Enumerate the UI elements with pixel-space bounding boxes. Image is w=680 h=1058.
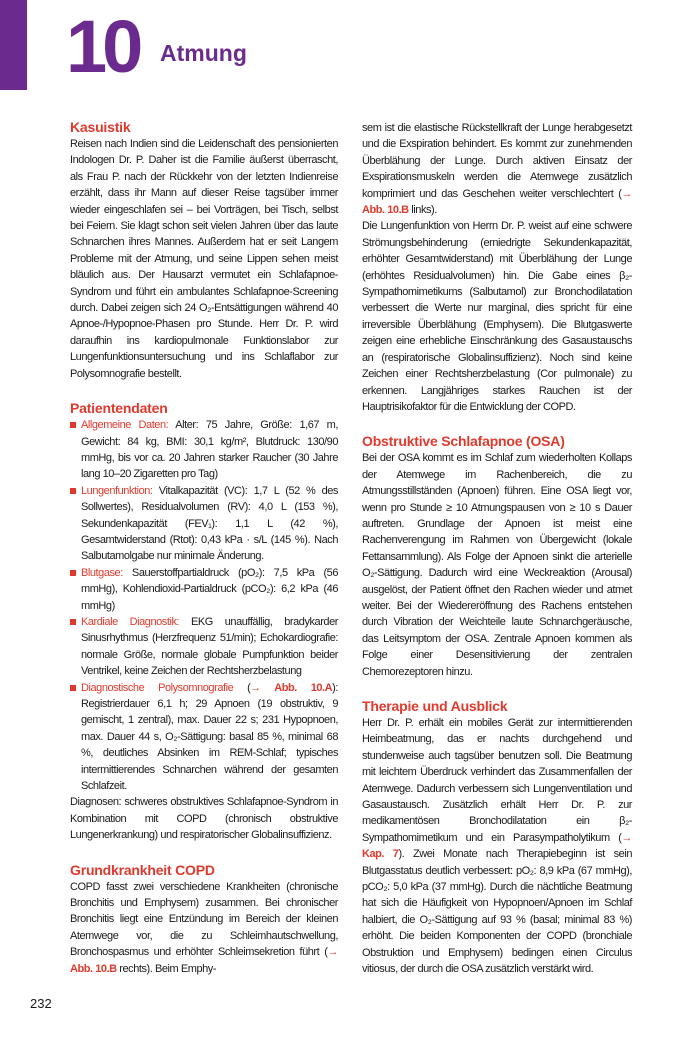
copd-cont-a: sem ist die elastische Rückstellkraft der Lunge herabgesetzt und die Exspiration behindert. Es kommt zur zunehmenden Überblähung der Lunge. Durch aktiven Einsatz der Exspirationsmuskeln werden die Atemwege zusätzlich komprimiert und das Geschehen weiter verschlechtert ( <box>362 122 632 200</box>
chapter-reference-link[interactable]: → Kap. 7 <box>362 831 632 861</box>
item-text: Alter: 75 Jahre, Größe: 1,67 m, Gewicht: 84 kg, BMI: 30,1 kg/m², Blutdruck: 130/90 mmHg, bis vor ca. 20 Jahren starker Raucher (30 Jahre lang 10–20 Zigaretten pro Tag) <box>81 419 338 481</box>
chapter-title: Atmung <box>160 40 247 66</box>
list-item <box>70 483 338 565</box>
list-item <box>70 680 338 795</box>
patientendaten-list <box>70 417 338 794</box>
item-label: Kardiale Diagnostik: <box>81 615 180 628</box>
item-text-pre: ( <box>233 681 251 694</box>
kasuistik-text: Reisen nach Indien sind die Leidenschaft des pensionierten Indologen Dr. P. Daher ist die Familie äußerst überrascht, als Frau P. nach der Rückkehr von der letzten Indienreise erzählt, dass ihr Mann auf dieser Reise tagsüber immer wieder eingeschlafen sei – bei Vorträgen, bei Tisch, selbst bei Feiern. Sie klagt schon seit vielen Jahren über das laute Schnarchen ihres Mannes. Außerdem hat er seit Langem Probleme mit der Atmung, und seine Lippen sehen meist bläulich aus. Der Hausarzt vermutet ein Schlafapnoe-Syndrom und führt ein ambulantes Schlafapnoe-Screening durch. Dabei zeigen sich 24 O₂-Entsättigungen während 40 Apnoe-/Hypopnoe-Phasen pro Stunde. Herr Dr. P. wird daraufhin ins kardiopulmonale Funktionslabor zur Lungenfunktionsuntersuchung und ins Schlaflabor zur Polysomnografie bestellt. <box>70 138 338 380</box>
diagnose-text: Diagnosen: schweres obstruktives Schlafapnoe-Syndrom in Kombination mit COPD (chronisch obstruktive Lungenerkrankung) und respiratorischer Globalinsuffizienz. <box>70 796 338 842</box>
heading-kasuistik: Kasuistik <box>70 119 131 135</box>
heading-therapie: Therapie und Ausblick <box>362 698 508 714</box>
list-item <box>70 614 338 680</box>
osa-text: Bei der OSA kommt es im Schlaf zum wiederholten Kollaps der Atemwege im Rachenbereich, die zu Atmungsstillständen (Apnoen) führen. Eine OSA liegt vor, wenn pro Stunde ≥ 10 Atmungspausen von ≥ 10 s Dauer auftreten. Grundlage der Apnoen ist meist eine Rachenverengung im Rahmen von Übergewicht (lokale Fettansammlung). Als Folge der Apnoen sinkt die arterielle O₂-Sättigung. Dadurch wird eine Weckreaktion (Arousal) ausgelöst, der Patient öffnet den Rachen wieder und atmet weiter. Bei der Wiedereröffnung des Rachens entstehen durch Vibration der Weichteile laute Schnarchgeräusche, das Leitsymptom der OSA. Zentrale Apnoen kommen als Folge einer Desensitivierung der zentralen Chemorezeptoren hinzu. <box>362 452 632 678</box>
heading-osa: Obstruktive Schlafapnoe (OSA) <box>362 433 565 450</box>
list-item <box>70 417 338 483</box>
copd-text <box>70 879 338 977</box>
copd-continued-text <box>362 120 632 218</box>
item-label: Allgemeine Daten: <box>81 419 169 432</box>
therapie-text-a: Herr Dr. P. erhält ein mobiles Gerät zur intermittierenden Heimbeatmung, das er nachts durchgehend und stundenweise auch tagsüber benutzen soll. Die Beatmung mit leichtem Überdruck verhindert das Zusammenfallen der Atemwege. Dadurch verbessern sich Lungenventilation und Gasaustausch. Zusätzlich erhält Herr Dr. P. zur medikamentösen Bronchodilatation ein β₂-Sympathomimetikum und ein Parasympatholytikum ( <box>362 717 632 844</box>
right-column <box>362 120 632 978</box>
chapter-number: 10 <box>66 5 139 88</box>
left-column <box>70 118 338 977</box>
copd-cont-b: links). <box>408 204 437 217</box>
item-text: EKG unauffällig, bradykarder Sinusrhythmus (Herzfrequenz 51/min); Echokardiografie: normale Größe, normale globale Pumpfunktion beider Ventrikel, keine Zeichen der Rechtsherzbelastung <box>81 615 338 678</box>
heading-patientendaten: Patientendaten <box>70 400 168 417</box>
item-label: Blutgase: <box>81 566 123 579</box>
therapie-text <box>362 715 632 978</box>
list-item <box>70 565 338 614</box>
item-text: Vitalkapazität (VC): 1,7 L (52 % des Sollwertes), Residualvolumen (RV): 4,0 L (153 %), Sekundenkapazität (FEV₁): 1,1 L (42 %), Gesamtwiderstand (Rtot): 0,43 kPa · s/L (145 %). Nach Salbutamolgabe nur minimale Änderung. <box>81 484 338 563</box>
figure-reference-link[interactable]: → Abb. 10.B <box>70 946 338 975</box>
item-label: Diagnostische Polysomnografie <box>81 681 234 694</box>
item-label: Lungenfunktion: <box>81 484 153 497</box>
page-number: 232 <box>30 996 52 1011</box>
item-text: Sauerstoffpartialdruck (pO₂): 7,5 kPa (56 mmHg), Kohlendioxid-Partialdruck (pCO₂): 6,2 kPa (46 mmHg) <box>81 566 338 612</box>
copd-text-b: rechts). Beim Emphy- <box>116 962 217 975</box>
therapie-text-b: ). Zwei Monate nach Therapiebeginn ist sein Blutgasstatus deutlich verbessert: pO₂: 8,9 kPa (67 mmHg), pCO₂: 5,0 kPa (37 mmHg). Durch die nächtliche Beatmung hat sich die Häufigkeit von Hypopnoen/Apnoen im Schlaf halbiert, die O₂-Sättigung auf 93 % (basal; minimal 83 %) erhöht. Die beiden Komponenten der COPD (bronchiale Obstruktion und Emphysem) bedingen einen Circulus vitiosus, der durch die OSA zusätzlich verstärkt wird. <box>362 848 633 976</box>
figure-reference-link[interactable]: → Abb. 10.A <box>250 681 333 694</box>
figure-reference-link[interactable]: → Abb. 10.B <box>362 187 632 217</box>
lungenfunktion-text: Die Lungenfunktion von Herrn Dr. P. weist auf eine schwere Strömungsbehinderung (erniedrigte Sekundenkapazität, erhöhter Gesamtwiderstand) mit Überblähung der Lunge (erhöhtes Residualvolumen) hin. Die Gabe eines β₂-Sympathomimetikums (Salbutamol) zur Bronchodilatation verbessert die Werte nur marginal, dies spricht für eine irreversible Überblähung (Emphysem). Die Blutgaswerte zeigen eine erhebliche Einschränkung des Gasaustauschs an (respiratorische Globalinsuffizienz). Noch sind keine Zeichen einer Rechtsherzbelastung (Cor pulmonale) zu erkennen. Langjähriges starkes Rauchen ist der Hauptrisikofaktor für die Entwicklung der COPD. <box>362 220 632 413</box>
item-text: ): Registrierdauer 6,1 h; 29 Apnoen (19 obstruktiv, 9 gemischt, 1 zentral), max. Dauer 22 s; 231 Hypopnoen, max. Dauer 44 s, O₂-Sättigung: basal 85 %, minimal 68 %, deutliches Absinken im REM-Schlaf; typisches intermittierendes Schnarchen während der gesamten Schlafzeit. <box>81 681 338 793</box>
heading-copd: Grundkrankheit COPD <box>70 861 215 878</box>
chapter-tab <box>0 0 27 90</box>
copd-text-a: COPD fasst zwei verschiedene Krankheiten (chronische Bronchitis und Emphysem) zusammen. Bei chronischer Bronchitis liegt eine Entzündung im Bereich der kleinen Atemwege vor, die zu Schleimhautschwellung, Bronchospasmus und erhöhter Schleimsekretion führt ( <box>70 880 338 959</box>
